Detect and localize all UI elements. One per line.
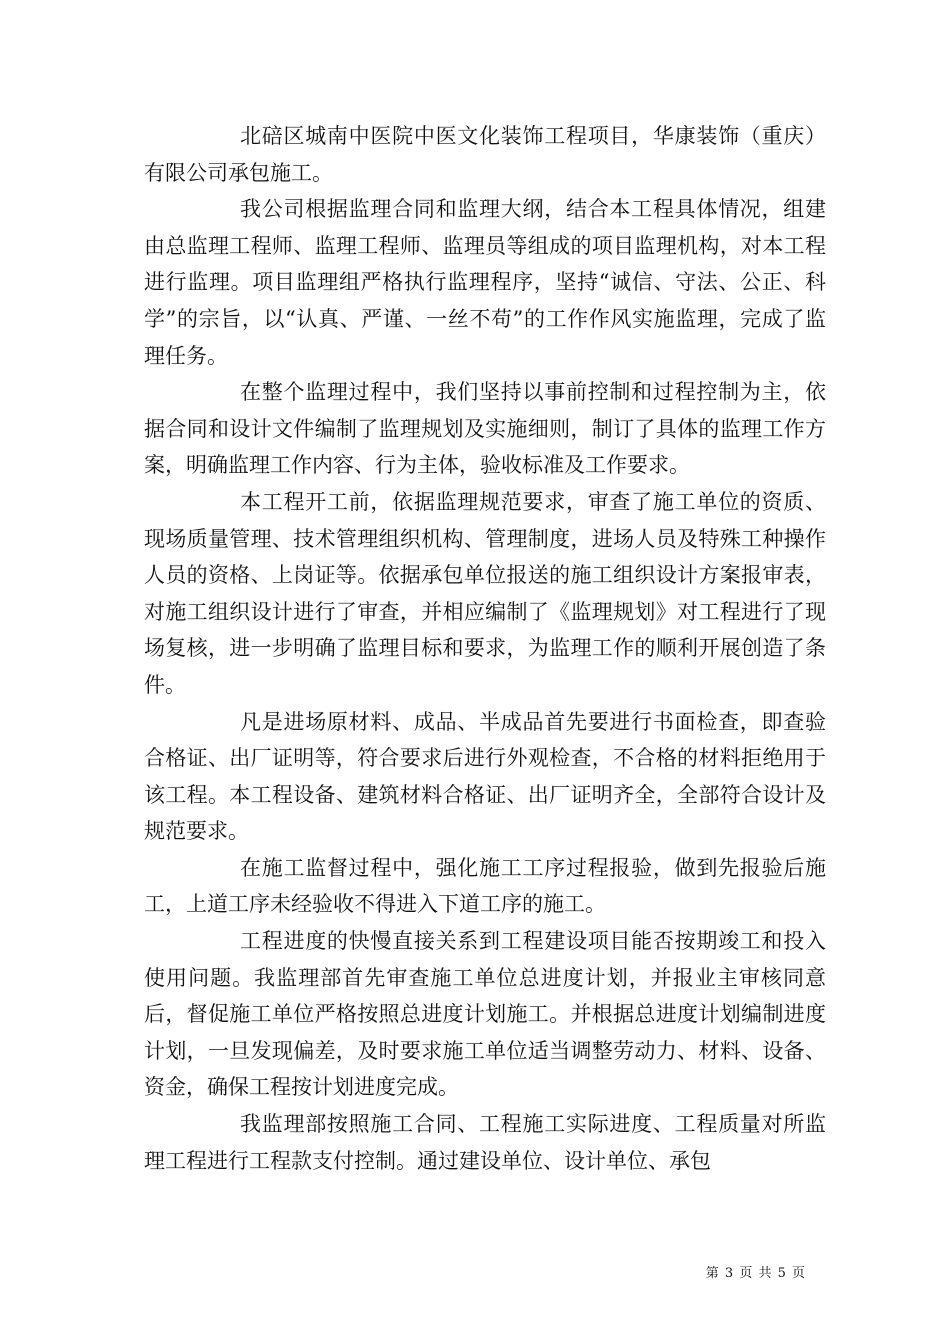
- paragraph-material-inspection: 凡是进场原材料、成品、半成品首先要进行书面检查，即查验合格证、出厂证明等，符合要求后进行外观检查，不合格的材料拒绝用于该工程。本工程设备、建筑材料合格证、出厂证明齐全，全部符合设计及规范要求。: [144, 709, 826, 844]
- page-number-footer: 第 3 页 共 5 页: [705, 1266, 806, 1281]
- paragraph-process-inspection: 在施工监督过程中，强化施工工序过程报验，做到先报验后施工，上道工序未经验收不得进入下道工序的施工。: [144, 855, 826, 917]
- paragraph-supervision-process: 在整个监理过程中，我们坚持以事前控制和过程控制为主，依据合同和设计文件编制了监理规划及实施细则，制订了具体的监理工作方案，明确监理工作内容、行为主体，验收标准及工作要求。: [144, 380, 826, 478]
- paragraph-schedule-control: 工程进度的快慢直接关系到工程建设项目能否按期竣工和投入使用问题。我监理部首先审查施工单位总进度计划，并报业主审核同意后，督促施工单位严格按照总进度计划施工。并根据总进度计划编制进度计划，一旦发现偏差，及时要求施工单位适当调整劳动力、材料、设备、资金，确保工程按计划进度完成。: [144, 929, 826, 1100]
- paragraph-supervision-organization: 我公司根据监理合同和监理大纲，结合本工程具体情况，组建由总监理工程师、监理工程师、监理员等组成的项目监理机构，对本工程进行监理。项目监理组严格执行监理程序，坚持“诚信、守法、公正、科学”的宗旨，以“认真、严谨、一丝不苟”的工作作风实施监理，完成了监理任务。: [144, 197, 826, 368]
- paragraph-pre-construction-review: 本工程开工前，依据监理规范要求，审查了施工单位的资质、现场质量管理、技术管理组织机构、管理制度，进场人员及特殊工种操作人员的资格、上岗证等。依据承包单位报送的施工组织设计方案报审表，对施工组织设计进行了审查，并相应编制了《监理规划》对工程进行了现场复核，进一步明确了监理目标和要求，为监理工作的顺利开展创造了条件。: [144, 489, 826, 697]
- document-body: [144, 118, 826, 1179]
- paragraph-payment-control: 我监理部按照施工合同、工程施工实际进度、工程质量对所监理工程进行工程款支付控制。通过建设单位、设计单位、承包: [144, 1112, 826, 1173]
- paragraph-project-intro: 北碚区城南中医院中医文化装饰工程项目，华康装饰（重庆）有限公司承包施工。: [144, 124, 826, 185]
